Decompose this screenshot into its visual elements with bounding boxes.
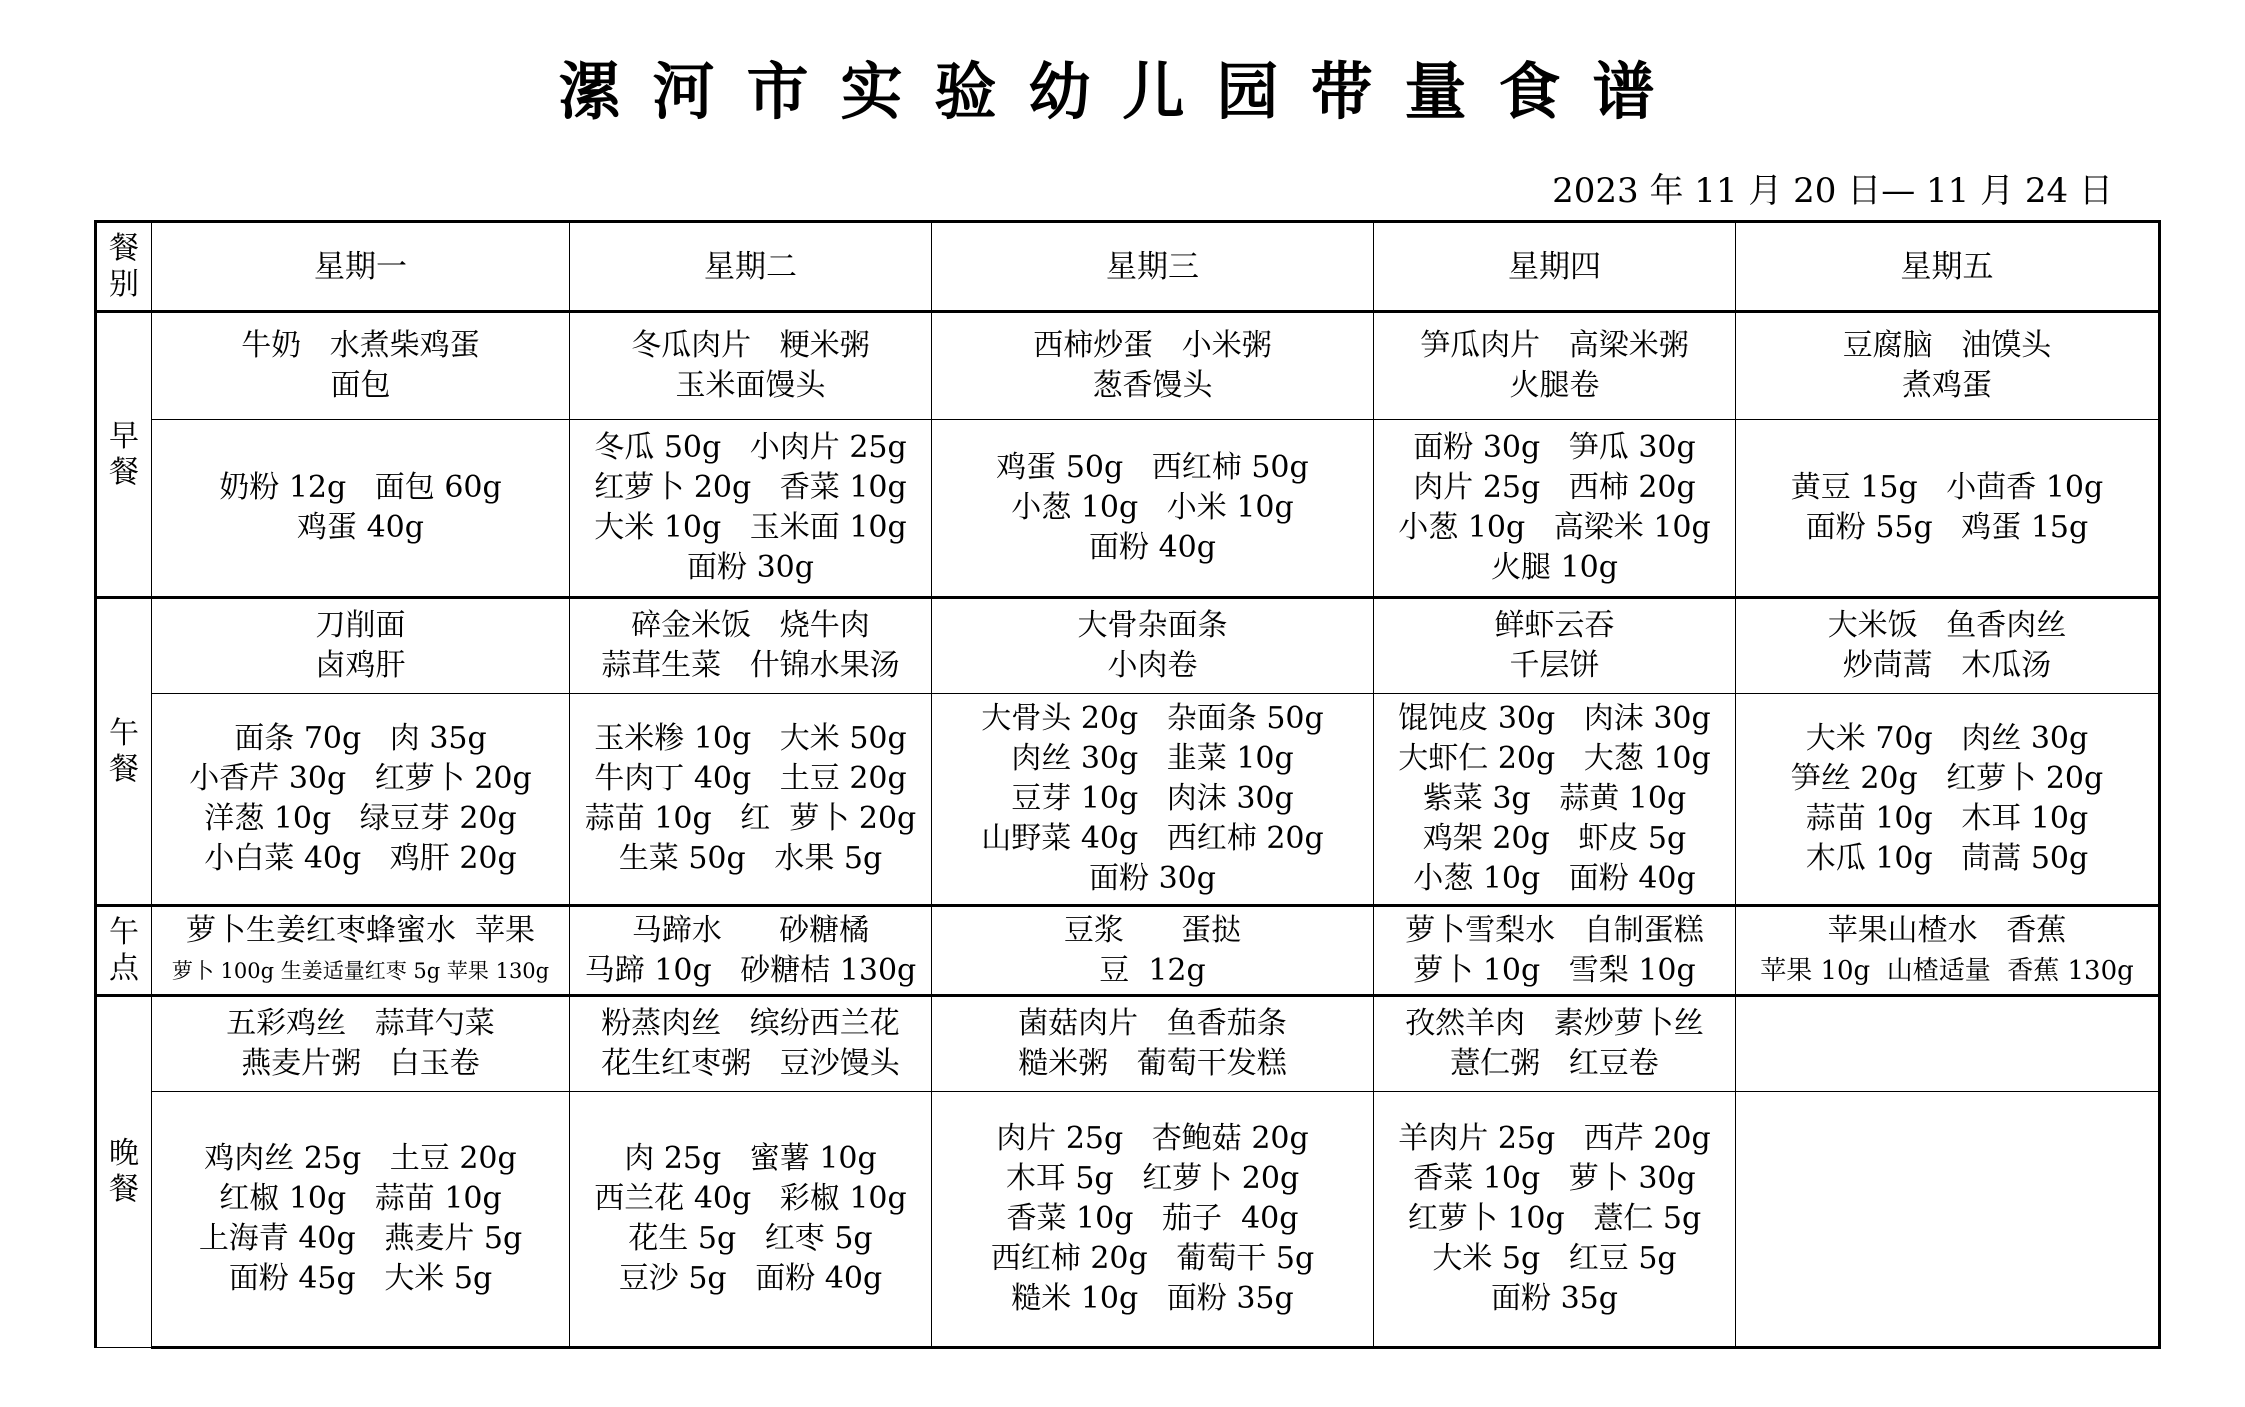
cell-line: 大骨杂面条 [1077,608,1228,643]
cell-line: 冬瓜 50g 小肉片 25g [594,430,907,465]
cell-line: 黄豆 15g 小茴香 10g [1790,470,2104,505]
cell-line: 鸡蛋 50g 西红柿 50g [996,450,1309,485]
cell-line: 大米 70g 肉丝 30g [1805,721,2089,756]
day-header-wednesday: 星期三 [932,222,1374,312]
cell-line: 面粉 40g [1089,530,1216,565]
cell-line: 上海青 40g 燕麦片 5g [198,1221,523,1256]
cell-text [1378,699,1731,899]
cell-line: 牛奶 水煮柴鸡蛋 [241,328,480,363]
lunch-dish-cell [932,598,1374,694]
cell-line: 火腿 10g [1491,550,1618,585]
breakfast-ingredient-cell [932,420,1374,598]
cell-line: 鲜虾云吞 [1494,608,1615,643]
cell-line: 生菜 50g 水果 5g [618,841,883,876]
cell-line: 午 [109,715,139,751]
cell-line: 炒茼蒿 木瓜汤 [1842,648,2052,683]
lunch-dish-cell [152,598,570,694]
cell-line: 餐 [109,230,139,266]
cell-text [936,699,1369,899]
cell-text [1378,1004,1731,1084]
menu-table [94,220,2161,1349]
breakfast-dish-row [96,312,2160,420]
cell-line: 豆沙 5g 面粉 40g [618,1261,883,1296]
cell-text [156,1139,565,1299]
cell-line: 小肉卷 [1107,648,1198,683]
snack-ingredient: 萝卜 10g 雪梨 10g [1413,952,1696,988]
cell-text [936,606,1369,686]
cell-line: 鸡蛋 40g [297,510,424,545]
cell-line: 大米 10g 玉米面 10g [594,510,907,545]
cell-text [574,326,927,406]
lunch-ingredient-cell [1736,694,2160,906]
cell-line: 晚 [109,1136,139,1171]
cell-line: 碎金米饭 烧牛肉 [631,608,870,643]
cell-text [1378,326,1731,406]
lunch-dish-cell [570,598,932,694]
cell-line: 花生 5g 红枣 5g [628,1221,873,1256]
cell-line: 笋瓜肉片 高梁米粥 [1420,328,1689,363]
snack-dish: 豆浆 蛋挞 [1063,912,1242,948]
snack-cell [1374,906,1736,996]
cell-text [1378,1119,1731,1319]
cell-text [936,1004,1369,1084]
cell-line: 小葱 10g 面粉 40g [1413,861,1696,896]
snack-dish: 马蹄水 砂糖橘 [631,912,870,948]
cell-text [101,231,147,303]
cell-line: 红萝卜 20g 香菜 10g [594,470,907,505]
cell-text [1378,428,1731,588]
cell-line: 菌菇肉片 鱼香茄条 [1018,1006,1287,1041]
cell-text [101,1136,147,1208]
cell-line: 面粉 30g [687,550,814,585]
cell-text [1378,606,1731,686]
cell-line: 西柿炒蛋 小米粥 [1033,328,1272,363]
cell-line: 面包 [330,368,391,403]
breakfast-dish-cell [932,312,1374,420]
cell-line: 蒜茸生菜 什锦水果汤 [601,648,900,683]
snack-ingredient: 萝卜 100g 生姜适量红枣 5g 苹果 130g [171,958,550,983]
cell-line: 大虾仁 20g 大葱 10g [1398,741,1711,776]
cell-line: 蒜苗 10g 木耳 10g [1805,801,2089,836]
snack-cell [1736,906,2160,996]
dinner-dish-cell [1736,996,2160,1092]
snack-dish: 萝卜雪梨水 自制蛋糕 [1405,912,1704,948]
cell-line: 火腿卷 [1509,368,1600,403]
cell-line: 玉米面馒头 [675,368,826,403]
breakfast-ingredient-row [96,420,2160,598]
cell-line: 大米 5g 红豆 5g [1432,1241,1677,1276]
cell-line: 煮鸡蛋 [1902,368,1992,403]
cell-line: 孜然羊肉 素炒萝卜丝 [1405,1006,1704,1041]
cell-line: 牛肉丁 40g 土豆 20g [594,761,907,796]
cell-line: 面粉 30g [1089,861,1216,896]
dinner-dish-cell [932,996,1374,1092]
cell-line: 豆芽 10g 肉沫 30g [1011,781,1294,816]
page-title: 漯河市实验幼儿园带量食谱 [558,55,1687,128]
cell-line: 点 [109,950,139,986]
cell-line: 蒜苗 10g 红 萝卜 20g [584,801,917,836]
snack-row [96,906,2160,996]
meal-column-header [96,222,152,312]
cell-line: 香菜 10g 萝卜 30g [1413,1161,1696,1196]
breakfast-ingredient-cell [152,420,570,598]
dinner-ingredient-cell [1374,1092,1736,1348]
dinner-label [96,996,152,1348]
cell-text [156,468,565,548]
cell-line: 午 [109,914,139,950]
breakfast-label [96,312,152,598]
snack-label [96,906,152,996]
cell-line: 西兰花 40g 彩椒 10g [594,1181,907,1216]
cell-text [574,1004,927,1084]
snack-ingredient: 豆 12g [1099,952,1206,988]
cell-text [101,716,147,788]
cell-line: 别 [109,266,139,302]
cell-line: 面条 70g 肉 35g [234,721,487,756]
breakfast-ingredient-cell [1374,420,1736,598]
dinner-dish-cell [570,996,932,1092]
cell-line: 糙米 10g 面粉 35g [1011,1281,1294,1316]
cell-line: 馄饨皮 30g 肉沫 30g [1398,701,1711,736]
lunch-dish-cell [1374,598,1736,694]
cell-line: 面粉 30g 笋瓜 30g [1413,430,1696,465]
snack-cell [932,906,1374,996]
cell-line: 大米饭 鱼香肉丝 [1827,608,2067,643]
breakfast-ingredient-cell [570,420,932,598]
lunch-ingredient-cell [570,694,932,906]
cell-line: 笋丝 20g 红萝卜 20g [1790,761,2104,796]
cell-text [101,419,147,491]
snack-dish: 苹果山楂水 香蕉 [1827,912,2067,948]
cell-line: 薏仁粥 红豆卷 [1450,1046,1659,1081]
cell-line: 木耳 5g 红萝卜 20g [1005,1161,1300,1196]
cell-text [156,326,565,406]
cell-text [574,719,927,879]
dinner-ingredient-cell [152,1092,570,1348]
cell-line: 豆腐脑 油馍头 [1842,328,2052,363]
cell-line: 冬瓜肉片 粳米粥 [631,328,870,363]
snack-ingredient: 苹果 10g 山楂适量 香蕉 130g [1760,955,2134,986]
cell-line: 鸡架 20g 虾皮 5g [1422,821,1687,856]
cell-line: 粉蒸肉丝 缤纷西兰花 [601,1006,900,1041]
lunch-dish-row [96,598,2160,694]
dinner-dish-cell [152,996,570,1092]
cell-text [156,719,565,879]
cell-line: 西红柿 20g 葡萄干 5g [990,1241,1315,1276]
cell-line: 肉 25g 蜜薯 10g [624,1141,877,1176]
cell-line: 早 [109,418,139,454]
cell-line: 洋葱 10g 绿豆芽 20g [204,801,517,836]
cell-line: 肉片 25g 杏鲍菇 20g [996,1121,1309,1156]
cell-text [936,1119,1369,1319]
cell-line: 羊肉片 25g 西芹 20g [1398,1121,1711,1156]
snack-cell [152,906,570,996]
cell-line: 面粉 35g [1491,1281,1618,1316]
cell-line: 红椒 10g 蒜苗 10g [219,1181,502,1216]
cell-line: 肉片 25g 西柿 20g [1413,470,1696,505]
day-header-monday: 星期一 [152,222,570,312]
cell-line: 香菜 10g 茄子 40g [1006,1201,1299,1236]
dinner-dish-row [96,996,2160,1092]
cell-line: 大骨头 20g 杂面条 50g [981,701,1324,736]
snack-dish: 萝卜生姜红枣蜂蜜水 苹果 [185,912,536,948]
cell-line: 面粉 55g 鸡蛋 15g [1805,510,2089,545]
snack-cell [570,906,932,996]
dinner-ingredient-cell [932,1092,1374,1348]
lunch-ingredient-cell [1374,694,1736,906]
lunch-ingredient-cell [932,694,1374,906]
cell-line: 山野菜 40g 西红柿 20g [981,821,1324,856]
cell-line: 小白菜 40g 鸡肝 20g [204,841,517,876]
lunch-label [96,598,152,906]
dinner-ingredient-row [96,1092,2160,1348]
snack-ingredient: 马蹄 10g 砂糖桔 130g [584,952,917,988]
cell-line: 面粉 45g 大米 5g [228,1261,493,1296]
breakfast-dish-cell [570,312,932,420]
cell-text [936,326,1369,406]
date-range: 2023 年 11 月 20 日— 11 月 24 日 [1552,171,2113,211]
day-header-thursday: 星期四 [1374,222,1736,312]
dinner-ingredient-cell [1736,1092,2160,1348]
breakfast-dish-cell [152,312,570,420]
cell-line: 肉丝 30g 韭菜 10g [1011,741,1294,776]
cell-line: 小葱 10g 高梁米 10g [1398,510,1711,545]
cell-line: 餐 [109,454,139,490]
dinner-dish-cell [1374,996,1736,1092]
cell-line: 小香芹 30g 红萝卜 20g [189,761,532,796]
cell-text [1740,468,2154,548]
cell-line: 餐 [109,1172,139,1207]
cell-line: 玉米糁 10g 大米 50g [594,721,907,756]
cell-text [574,428,927,588]
cell-text [1740,719,2154,879]
cell-text [574,606,927,686]
cell-line: 小葱 10g 小米 10g [1011,490,1294,525]
cell-text [574,1139,927,1299]
cell-line: 糙米粥 葡萄干发糕 [1018,1046,1287,1081]
day-header-friday: 星期五 [1736,222,2160,312]
cell-text [101,915,147,987]
cell-line: 葱香馒头 [1092,368,1213,403]
cell-text [936,448,1369,568]
header-row [96,222,2160,312]
cell-text [156,606,565,686]
cell-line: 红萝卜 10g 薏仁 5g [1407,1201,1702,1236]
cell-text [156,1004,565,1084]
cell-line: 燕麦片粥 白玉卷 [241,1046,480,1081]
cell-text [1740,606,2154,686]
cell-line: 卤鸡肝 [315,648,406,683]
cell-text [1740,326,2154,406]
lunch-ingredient-row [96,694,2160,906]
cell-line: 奶粉 12g 面包 60g [219,470,502,505]
cell-line: 餐 [109,751,139,787]
cell-line: 木瓜 10g 茼蒿 50g [1805,841,2089,876]
cell-line: 刀削面 [315,608,406,643]
breakfast-dish-cell [1736,312,2160,420]
breakfast-dish-cell [1374,312,1736,420]
dinner-ingredient-cell [570,1092,932,1348]
cell-line: 花生红枣粥 豆沙馒头 [601,1046,900,1081]
lunch-ingredient-cell [152,694,570,906]
cell-line: 五彩鸡丝 蒜茸勺菜 [226,1006,495,1041]
cell-line: 紫菜 3g 蒜黄 10g [1422,781,1687,816]
breakfast-ingredient-cell [1736,420,2160,598]
cell-line: 千层饼 [1509,648,1600,683]
lunch-dish-cell [1736,598,2160,694]
day-header-tuesday: 星期二 [570,222,932,312]
cell-line: 鸡肉丝 25g 土豆 20g [204,1141,517,1176]
